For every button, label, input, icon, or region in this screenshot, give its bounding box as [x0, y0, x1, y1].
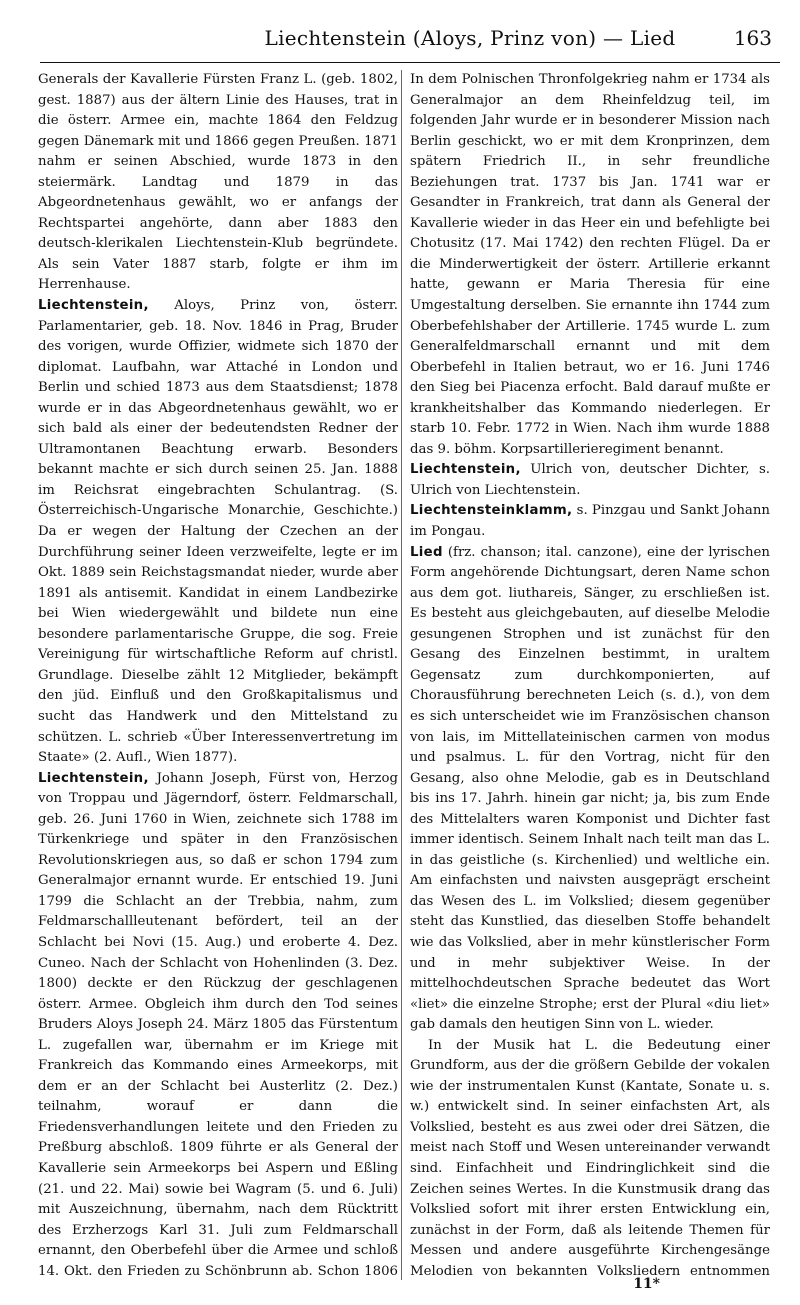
entry-text: Johann Joseph, Fürst von, Herzog von Troppau und Jägerndorf, österr. Feldmarschall, geb. 26. Juni 1760 in Wien, zeichnete sich 1788 im Türkenkriege und später in den Französischen Revolutionskriegen aus, so daß er schon 1794 zum Generalmajor ernannt wurde. Er entschied 19. Juni 1799 die Schlacht an der Trebbia, nahm, zum Feldmarschallleutenant befördert, teil an der Schlacht bei Novi (15. Aug.) und eroberte 4. Dez. Cuneo. Nach der Schlacht von Hohenlinden (3. Dez. 1800) deckte er den Rückzug der geschlagenen österr. Armee. Obgleich ihm durch den Tod seines Bruders Aloys Joseph 24. März 1805 das Fürstentum L. zugefallen war, übernahm er im Kriege mit Frankreich das Kommando eines Armeekorps, mit dem er an der Schlacht bei Austerlitz (2. Dez.) teilnahm, worauf er dann die Friedensverhandlungen leitete und den Frieden zu Preßburg abschloß. 1809 führte er als General der Kavallerie sein Armeekorps bei Aspern und Eßling (21. und 22. Mai) sowie bei Wagram (5. und 6. Juli) mit Auszeichnung, übernahm, nach dem Rücktritt des Erzherzogs Karl 31. Juli zum Feldmarschall ernannt, den Oberbefehl über die Armee und schloß 14. Okt. den Frieden zu Schönbrunn ab. Schon 1806 [38, 770, 398, 1279]
running-header [40, 26, 780, 56]
entry-headword: Liechtensteinklamm, [410, 503, 573, 519]
entry-paragraph [38, 296, 398, 769]
entry-paragraph [38, 70, 398, 296]
entry-paragraph [410, 501, 770, 542]
entry-paragraph [410, 460, 770, 501]
entry-headword: Liechtenstein, [38, 298, 149, 314]
column-divider [401, 70, 402, 1280]
entry-headword: Liechtenstein, [38, 770, 149, 786]
entry-paragraph [410, 70, 770, 460]
entry-headword: Liechtenstein, [410, 462, 521, 478]
right-column [410, 70, 770, 1280]
header-rule [40, 62, 780, 63]
signature-mark: 11* [633, 1276, 660, 1292]
entry-text: Aloys, Prinz von, österr. Parlamentarier, geb. 18. Nov. 1846 in Prag, Bruder des vorigen, wurde Offizier, widmete sich 1870 der diplomat. Laufbahn, war Attaché in London und Berlin und schied 1873 aus dem Staatsdienst; 1878 wurde er in das Abgeordnetenhaus gewählt, wo er sich bald als einer der bedeutendsten Redner der Ultramontanen Beachtung erwarb. Besonders bekannt machte er sich durch seinen 25. Jan. 1888 im Reichsrat eingebrachten Schulantrag. (S. Österreichisch-Ungarische Monarchie, Geschichte.) Da er wegen der Haltung der Czechen an der Durchführung seiner Ideen verzweifelte, legte er im Okt. 1889 sein Reichstagsmandat nieder, wurde aber 1891 als antisemit. Kandidat in einem Landbezirke bei Wien wiedergewählt und bildete nun eine besondere parlamentarische Gruppe, die sog. Freie Vereinigung für wirtschaftliche Reform auf christl. Grundlage. Dieselbe zählt 12 Mitglieder, bekämpft den jüd. Einfluß und den Großkapitalismus und sucht das Handwerk und den Mittelstand zu schützen. L. schrieb «Über Interessenvertretung im Staate» (2. Aufl., Wien 1877). [38, 298, 398, 766]
page-number: 163 [733, 26, 772, 50]
entry-text: s. Pinzgau und Sankt Johann im Pongau. [410, 503, 770, 540]
entry-text: In der Musik hat L. die Bedeutung einer Grundform, aus der die größern Gebilde der vokalen wie der instrumentalen Kunst (Kantate, Sonate u. s. w.) entwickelt sind. In seiner einfachsten Art, als Volkslied, besteht es aus zwei oder drei Sätzen, die meist nach Stoff und Wesen untereinander verwandt sind. Einfachheit und Eindringlichkeit sind die Zeichen seines Wertes. In die Kunstmusik drang das Volkslied sofort mit ihrer ersten Entwicklung ein, zunächst in der Form, daß als leitende Themen für Messen und andere ausgeführte Kirchengesänge Melodien von bekannten Volksliedern entnommen [410, 1037, 770, 1279]
running-title: Liechtenstein (Aloys, Prinz von) — Lied [264, 26, 676, 50]
entry-paragraph [410, 1036, 770, 1280]
entry-paragraph [410, 543, 770, 1036]
entry-paragraph [38, 769, 398, 1280]
entry-text: Generals der Kavallerie Fürsten Franz L. (geb. 1802, gest. 1887) aus der ältern Linie des Hauses, trat in die österr. Armee ein, machte 1864 den Feldzug gegen Dänemark mit und 1866 gegen Preußen. 1871 nahm er seinen Abschied, wurde 1873 in den steiermärk. Landtag und 1879 in das Abgeordnetenhaus gewählt, wo er anfangs der Rechtspartei angehörte, dann aber 1883 den deutsch-klerikalen Liechtenstein-Klub begründete. Als sein Vater 1887 starb, folgte er ihm im Herrenhause. [38, 72, 398, 293]
left-column [38, 70, 398, 1280]
entry-text: (frz. chanson; ital. canzone), eine der lyrischen Form angehörende Dichtungsart, deren Name schon aus dem got. liuthareis, Sänger, zu erschließen ist. Es besteht aus gleichgebauten, auf dieselbe Melodie gesungenen Strophen und ist zunächst für den Gesang des Einzelnen bestimmt, in uraltem Gegensatz zum durchkomponierten, auf Chorausführung berechneten Leich (s. d.), von dem es sich unterscheidet wie im Französischen chanson von lais, im Mittellateinischen carmen von modus und psalmus. L. für den Vortrag, nicht für den Gesang, also ohne Melodie, gab es in Deutschland bis ins 17. Jahrh. hinein gar nicht; ja, bis zum Ende des Mittelalters waren Komponist und Dichter fast immer identisch. Seinem Inhalt nach teilt man das L. in das geistliche (s. Kirchenlied) und weltliche ein. Am einfachsten und naivsten ausgeprägt erscheint das Wesen des L. im Volkslied; diesem gegenüber steht das Kunstlied, das dieselben Stoffe behandelt wie das Volkslied, aber in mehr künstlerischer Form und in mehr subjektiver Weise. In der mittelhochdeutschen Sprache bedeutet das Wort «liet» die einzelne Strophe; erst der Plural «diu liet» gab damals den heutigen Sinn von L. wieder. [410, 544, 770, 1033]
entry-text: In dem Polnischen Thronfolgekrieg nahm er 1734 als Generalmajor an dem Rheinfeldzug teil, im folgenden Jahr wurde er in besonderer Mission nach Berlin geschickt, wo er mit dem Kronprinzen, dem spätern Friedrich II., in sehr freundliche Beziehungen trat. 1737 bis Jan. 1741 war er Gesandter in Frankreich, trat dann als General der Kavallerie wieder in das Heer ein und befehligte bei Chotusitz (17. Mai 1742) den rechten Flügel. Da er die Minderwertigkeit der österr. Artillerie erkannt hatte, gewann er Maria Theresia für eine Umgestaltung derselben. Sie ernannte ihn 1744 zum Oberbefehlshaber der Artillerie. 1745 wurde L. zum Generalfeldmarschall ernannt und mit dem Oberbefehl in Italien betraut, wo er 16. Juni 1746 den Sieg bei Piacenza erfocht. Bald darauf mußte er krankheitshalber das Kommando niederlegen. Er starb 10. Febr. 1772 in Wien. Nach ihm wurde 1888 das 9. böhm. Korpsartillerieregiment benannt. [410, 72, 770, 457]
entry-text: Ulrich von, deutscher Dichter, s. Ulrich von Liechtenstein. [410, 462, 770, 498]
entry-headword: Lied [410, 544, 443, 560]
